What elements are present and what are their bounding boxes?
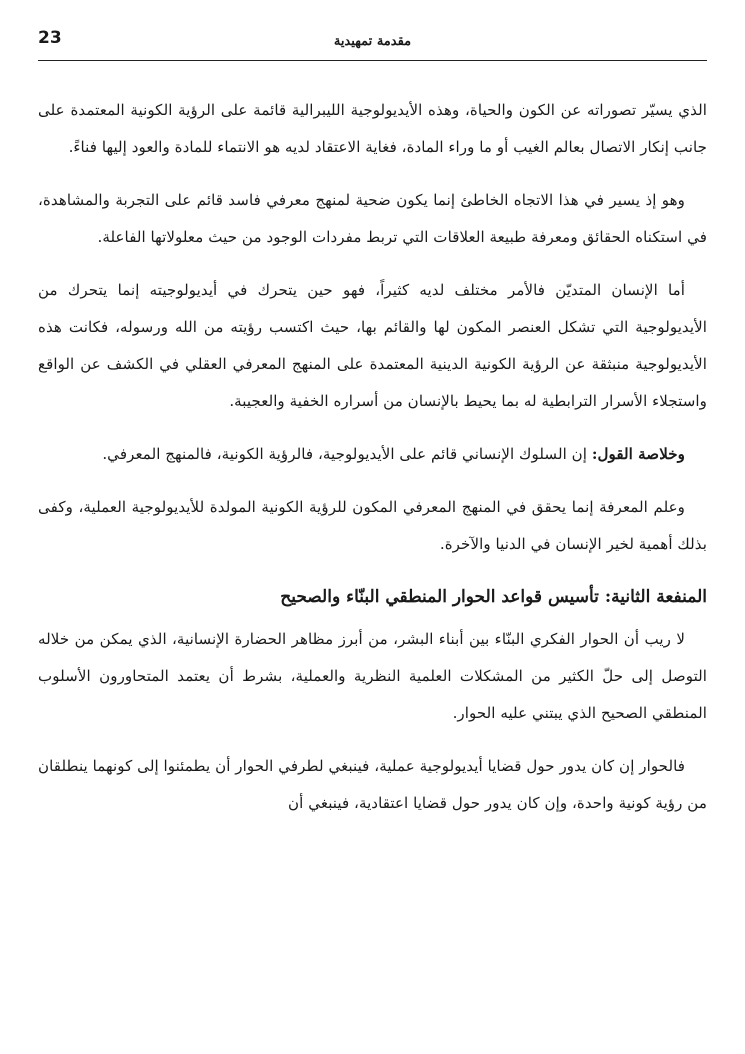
summary-lead: وخلاصة القول: (591, 445, 685, 463)
page-body (38, 92, 707, 838)
paragraph-6: لا ريب أن الحوار الفكري البنّاء بين أبناء البشر، من أبرز مظاهر الحضارة الإنسانية، الذي يمكن من خلاله التوصل إلى حلّ الكثير من المشكلات العلمية النظرية والعملية، بشرط أن يعتمد المتحاورون الأسلوب المنطقي الصحيح الذي يبتني عليه الحوار. (38, 630, 707, 722)
paragraph-3: أما الإنسان المتديّن فالأمر مختلف لديه كثيراً، فهو حين يتحرك في أيديولوجيته إنما يتحرك من الأيديولوجية التي تشكل العنصر المكون لها والقائم بها، حيث اكتسب رؤيته من الله ورسوله، فكانت هذه الأيديولوجية منبثقة عن الرؤية الكونية الدينية المعتمدة على المنهج المعرفي العقلي في الكشف عن الواقع واستجلاء الأسرار الترابطية له بما يحيط بالإنسان من أسراره الخفية والعجيبة. (38, 281, 707, 410)
paragraph-5: وعلم المعرفة إنما يحقق في المنهج المعرفي المكون للرؤية الكونية المولدة للأيديولوجية العملية، وكفى بذلك أهمية لخير الإنسان في الدنيا والآخرة. (38, 498, 707, 553)
paragraph-1: الذي يسيّر تصوراته عن الكون والحياة، وهذه الأيديولوجية الليبرالية قائمة على الرؤية الكونية المعتمدة على جانب إنكار الاتصال بعالم الغيب أو ما وراء المادة، فغاية الاعتقاد لديه هو الانتماء للمادة والعود إليها فناءً. (38, 101, 707, 156)
paragraph-7: فالحوار إن كان يدور حول قضايا أيديولوجية عملية، فينبغي لطرفي الحوار أن يطمئنوا إلى كونهما ينطلقان من رؤية كونية واحدة، وإن كان يدور حول قضايا اعتقادية، فينبغي أن (38, 757, 707, 812)
summary-text: إن السلوك الإنساني قائم على الأيديولوجية، فالرؤية الكونية، فالمنهج المعرفي. (102, 445, 592, 463)
paragraph-2: وهو إذ يسير في هذا الاتجاه الخاطئ إنما يكون ضحية لمنهج معرفي فاسد قائم على التجربة والمشاهدة، في استكناه الحقائق ومعرفة طبيعة العلاقات التي تربط مفردات الوجود من حيث معلولاتها الفاعلة. (38, 191, 707, 246)
page-header (38, 26, 707, 61)
section-heading: المنفعة الثانية: تأسيس قواعد الحوار المنطقي البنّاء والصحيح (280, 587, 707, 607)
page-number: 23 (38, 28, 62, 48)
paragraph-4 (38, 436, 707, 473)
running-title: مقدمة تمهيدية (333, 34, 412, 49)
